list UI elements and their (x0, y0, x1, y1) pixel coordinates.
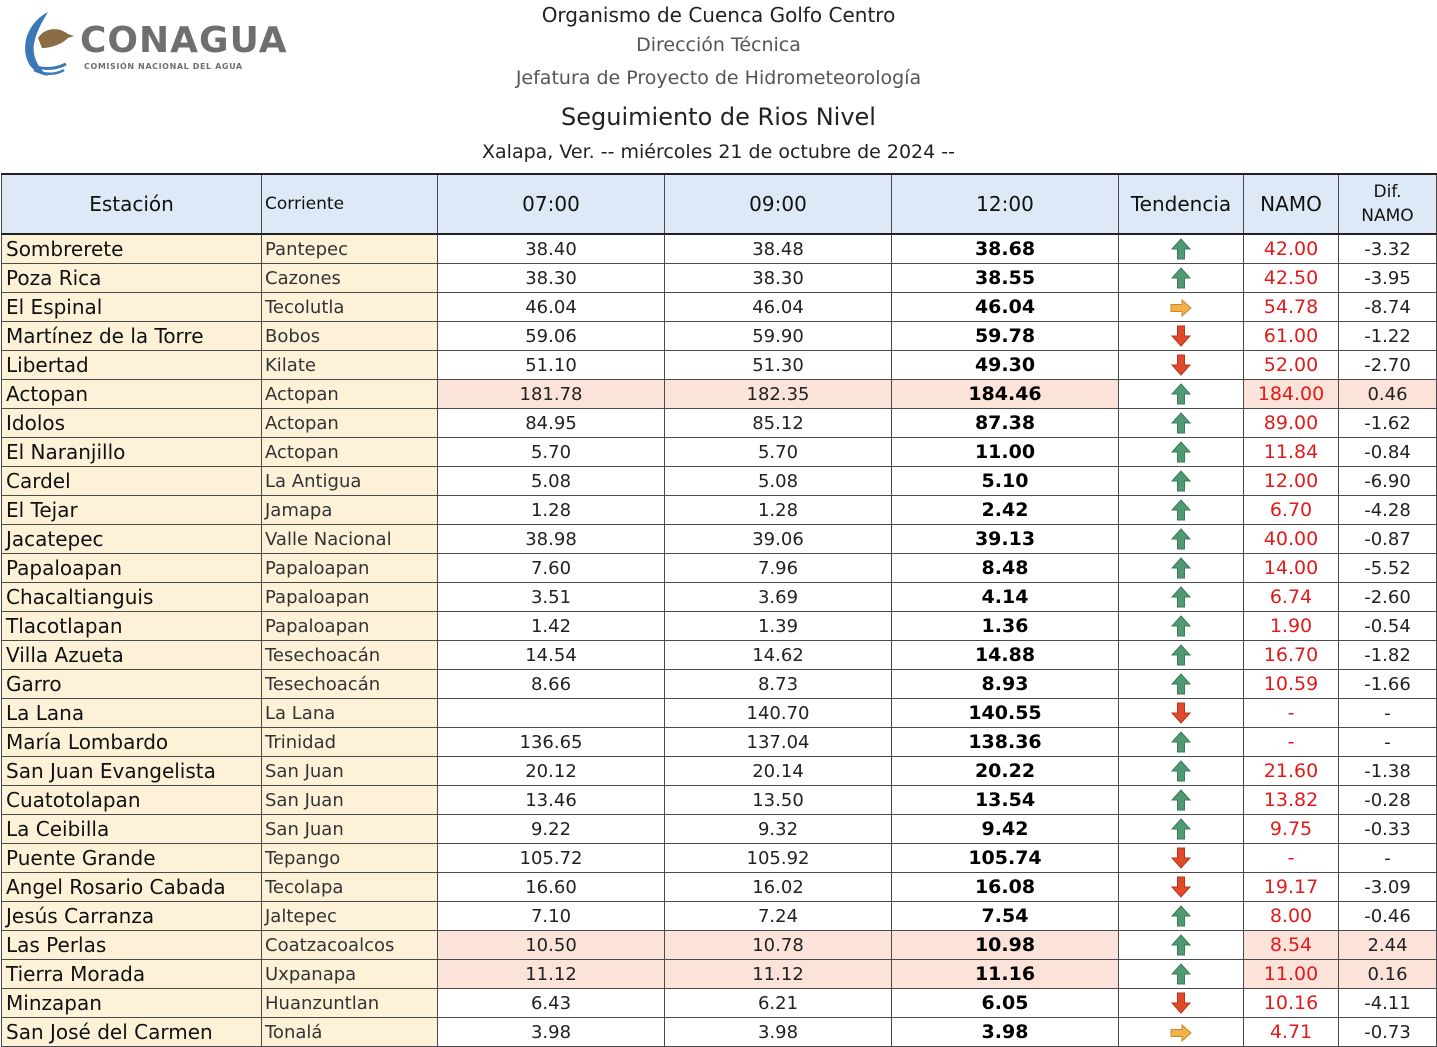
dif-namo-value: -3.95 (1339, 264, 1437, 293)
level-1200: 8.93 (892, 670, 1119, 699)
trend-up-arrow-icon (1171, 557, 1191, 579)
river-name: Huanzuntlan (262, 989, 438, 1018)
station-name: Cardel (2, 467, 262, 496)
col-dif-namo-label: NAMO (1361, 206, 1414, 226)
trend-cell (1119, 902, 1244, 931)
station-name: San José del Carmen (2, 1018, 262, 1047)
level-0700: 7.60 (438, 554, 665, 583)
table-row (2, 902, 1437, 931)
dif-namo-value: -1.62 (1339, 409, 1437, 438)
level-0900: 13.50 (665, 786, 892, 815)
level-0700: 5.70 (438, 438, 665, 467)
trend-up-arrow-icon (1171, 615, 1191, 637)
station-name: El Naranjillo (2, 438, 262, 467)
station-name: Puente Grande (2, 844, 262, 873)
table-row (2, 467, 1437, 496)
level-0900: 7.24 (665, 902, 892, 931)
namo-value: 8.54 (1244, 931, 1339, 960)
river-name: Tesechoacán (262, 670, 438, 699)
table-row (2, 786, 1437, 815)
table-row (2, 757, 1437, 786)
level-1200: 13.54 (892, 786, 1119, 815)
level-1200: 49.30 (892, 351, 1119, 380)
level-1200: 5.10 (892, 467, 1119, 496)
river-name: Tonalá (262, 1018, 438, 1047)
dif-namo-value: 0.16 (1339, 960, 1437, 989)
col-corriente: Corriente (262, 174, 438, 234)
logo-wordmark: CONAGUA (80, 20, 288, 61)
trend-up-arrow-icon (1171, 528, 1191, 550)
table-row (2, 699, 1437, 728)
trend-up-arrow-icon (1171, 644, 1191, 666)
table-row (2, 293, 1437, 322)
namo-value: 42.50 (1244, 264, 1339, 293)
level-1200: 11.00 (892, 438, 1119, 467)
dif-namo-value: -3.09 (1339, 873, 1437, 902)
trend-down-arrow-icon (1171, 992, 1191, 1014)
level-1200: 138.36 (892, 728, 1119, 757)
trend-up-arrow-icon (1171, 238, 1191, 260)
namo-value: - (1244, 699, 1339, 728)
trend-cell (1119, 757, 1244, 786)
station-name: La Lana (2, 699, 262, 728)
col-estacion: Estación (2, 174, 262, 234)
level-0900: 5.08 (665, 467, 892, 496)
dif-namo-value: - (1339, 699, 1437, 728)
table-row (2, 728, 1437, 757)
trend-up-arrow-icon (1171, 383, 1191, 405)
level-0700: 10.50 (438, 931, 665, 960)
trend-steady-arrow-icon (1170, 299, 1192, 317)
namo-value: 1.90 (1244, 612, 1339, 641)
level-0900: 20.14 (665, 757, 892, 786)
trend-cell (1119, 583, 1244, 612)
river-name: San Juan (262, 815, 438, 844)
river-name: Bobos (262, 322, 438, 351)
trend-cell (1119, 960, 1244, 989)
station-name: El Espinal (2, 293, 262, 322)
dif-namo-value: -1.82 (1339, 641, 1437, 670)
level-1200: 14.88 (892, 641, 1119, 670)
dif-namo-value: -4.28 (1339, 496, 1437, 525)
level-0700: 6.43 (438, 989, 665, 1018)
table-row (2, 351, 1437, 380)
level-0900: 5.70 (665, 438, 892, 467)
level-0900: 1.39 (665, 612, 892, 641)
table-row (2, 583, 1437, 612)
station-name: Papaloapan (2, 554, 262, 583)
river-name: Jamapa (262, 496, 438, 525)
table-row (2, 1018, 1437, 1047)
dif-namo-value: -0.73 (1339, 1018, 1437, 1047)
level-0900: 38.48 (665, 234, 892, 264)
trend-cell (1119, 815, 1244, 844)
level-1200: 87.38 (892, 409, 1119, 438)
station-name: Actopan (2, 380, 262, 409)
col-tendencia: Tendencia (1119, 174, 1244, 234)
level-1200: 3.98 (892, 1018, 1119, 1047)
trend-cell (1119, 1018, 1244, 1047)
river-name: Tesechoacán (262, 641, 438, 670)
trend-steady-arrow-icon (1170, 1024, 1192, 1042)
trend-cell (1119, 496, 1244, 525)
trend-cell (1119, 467, 1244, 496)
trend-up-arrow-icon (1171, 267, 1191, 289)
dif-namo-value: -1.66 (1339, 670, 1437, 699)
level-0700: 38.40 (438, 234, 665, 264)
level-0700: 105.72 (438, 844, 665, 873)
trend-up-arrow-icon (1171, 731, 1191, 753)
station-name: Minzapan (2, 989, 262, 1018)
namo-value: 9.75 (1244, 815, 1339, 844)
level-1200: 140.55 (892, 699, 1119, 728)
table-row (2, 496, 1437, 525)
level-1200: 1.36 (892, 612, 1119, 641)
trend-up-arrow-icon (1171, 499, 1191, 521)
station-name: Libertad (2, 351, 262, 380)
dif-namo-value: -1.38 (1339, 757, 1437, 786)
trend-down-arrow-icon (1171, 876, 1191, 898)
level-0700: 1.42 (438, 612, 665, 641)
namo-value: 42.00 (1244, 234, 1339, 264)
river-levels-table (1, 173, 1437, 1047)
level-1200: 38.55 (892, 264, 1119, 293)
level-0900: 9.32 (665, 815, 892, 844)
river-name: Papaloapan (262, 583, 438, 612)
level-0700: 38.98 (438, 525, 665, 554)
page-title: Seguimiento de Rios Nivel (561, 103, 876, 131)
level-0700: 59.06 (438, 322, 665, 351)
trend-cell (1119, 786, 1244, 815)
level-1200: 7.54 (892, 902, 1119, 931)
level-0900: 85.12 (665, 409, 892, 438)
trend-up-arrow-icon (1171, 412, 1191, 434)
dif-namo-value: -3.32 (1339, 234, 1437, 264)
trend-cell (1119, 525, 1244, 554)
table-row (2, 438, 1437, 467)
namo-value: 12.00 (1244, 467, 1339, 496)
table-row (2, 234, 1437, 264)
trend-down-arrow-icon (1171, 847, 1191, 869)
level-0700: 13.46 (438, 786, 665, 815)
level-0700: 9.22 (438, 815, 665, 844)
level-0900: 38.30 (665, 264, 892, 293)
station-name: Las Perlas (2, 931, 262, 960)
level-0700: 51.10 (438, 351, 665, 380)
namo-value: 11.00 (1244, 960, 1339, 989)
namo-value: 10.59 (1244, 670, 1339, 699)
level-0900: 14.62 (665, 641, 892, 670)
level-0700: 136.65 (438, 728, 665, 757)
table-row (2, 873, 1437, 902)
namo-value: 6.70 (1244, 496, 1339, 525)
trend-cell (1119, 438, 1244, 467)
namo-value: - (1244, 844, 1339, 873)
col-12: 12:00 (892, 174, 1119, 234)
col-namo: NAMO (1244, 174, 1339, 234)
level-0700: 3.51 (438, 583, 665, 612)
level-0700 (438, 699, 665, 728)
level-1200: 59.78 (892, 322, 1119, 351)
dif-namo-value: -2.70 (1339, 351, 1437, 380)
level-0700: 7.10 (438, 902, 665, 931)
trend-cell (1119, 612, 1244, 641)
station-name: Chacaltianguis (2, 583, 262, 612)
level-0900: 140.70 (665, 699, 892, 728)
river-name: Cazones (262, 264, 438, 293)
table-row (2, 409, 1437, 438)
namo-value: 6.74 (1244, 583, 1339, 612)
level-1200: 10.98 (892, 931, 1119, 960)
col-07: 07:00 (438, 174, 665, 234)
station-name: Villa Azueta (2, 641, 262, 670)
col-dif-namo (1339, 174, 1437, 234)
trend-cell (1119, 322, 1244, 351)
table-row (2, 525, 1437, 554)
station-name: La Ceibilla (2, 815, 262, 844)
namo-value: 10.16 (1244, 989, 1339, 1018)
river-name: Actopan (262, 438, 438, 467)
trend-up-arrow-icon (1171, 441, 1191, 463)
table-row (2, 612, 1437, 641)
trend-up-arrow-icon (1171, 818, 1191, 840)
level-1200: 184.46 (892, 380, 1119, 409)
namo-value: 21.60 (1244, 757, 1339, 786)
station-name: Jacatepec (2, 525, 262, 554)
dif-namo-value: -1.22 (1339, 322, 1437, 351)
level-0700: 5.08 (438, 467, 665, 496)
station-name: Idolos (2, 409, 262, 438)
dif-namo-value: -5.52 (1339, 554, 1437, 583)
trend-cell (1119, 873, 1244, 902)
dif-namo-value: - (1339, 728, 1437, 757)
table-row (2, 844, 1437, 873)
level-1200: 38.68 (892, 234, 1119, 264)
level-1200: 46.04 (892, 293, 1119, 322)
station-name: Tlacotlapan (2, 612, 262, 641)
level-0900: 51.30 (665, 351, 892, 380)
namo-value: - (1244, 728, 1339, 757)
river-name: La Lana (262, 699, 438, 728)
trend-cell (1119, 351, 1244, 380)
station-name: Tierra Morada (2, 960, 262, 989)
dif-namo-value: -4.11 (1339, 989, 1437, 1018)
table-row (2, 641, 1437, 670)
namo-value: 54.78 (1244, 293, 1339, 322)
table-row (2, 960, 1437, 989)
table-row (2, 264, 1437, 293)
river-name: Tepango (262, 844, 438, 873)
level-1200: 39.13 (892, 525, 1119, 554)
level-0900: 182.35 (665, 380, 892, 409)
station-name: San Juan Evangelista (2, 757, 262, 786)
dif-namo-value: -0.28 (1339, 786, 1437, 815)
level-1200: 2.42 (892, 496, 1119, 525)
namo-value: 8.00 (1244, 902, 1339, 931)
trend-up-arrow-icon (1171, 905, 1191, 927)
trend-cell (1119, 409, 1244, 438)
level-0700: 16.60 (438, 873, 665, 902)
trend-cell (1119, 844, 1244, 873)
level-1200: 8.48 (892, 554, 1119, 583)
logo-subtitle: COMISIÓN NACIONAL DEL AGUA (84, 62, 243, 71)
level-0900: 46.04 (665, 293, 892, 322)
dif-namo-value: -0.54 (1339, 612, 1437, 641)
namo-value: 16.70 (1244, 641, 1339, 670)
namo-value: 52.00 (1244, 351, 1339, 380)
level-0700: 84.95 (438, 409, 665, 438)
namo-value: 14.00 (1244, 554, 1339, 583)
table-header-row (2, 174, 1437, 234)
station-name: Angel Rosario Cabada (2, 873, 262, 902)
river-name: Valle Nacional (262, 525, 438, 554)
station-name: Jesús Carranza (2, 902, 262, 931)
trend-cell (1119, 234, 1244, 264)
level-0900: 10.78 (665, 931, 892, 960)
trend-down-arrow-icon (1171, 354, 1191, 376)
trend-cell (1119, 641, 1244, 670)
trend-cell (1119, 670, 1244, 699)
river-name: Uxpanapa (262, 960, 438, 989)
level-0900: 16.02 (665, 873, 892, 902)
station-name: María Lombardo (2, 728, 262, 757)
river-name: Tecolapa (262, 873, 438, 902)
trend-cell (1119, 728, 1244, 757)
namo-value: 89.00 (1244, 409, 1339, 438)
level-0900: 59.90 (665, 322, 892, 351)
level-0700: 181.78 (438, 380, 665, 409)
col-09: 09:00 (665, 174, 892, 234)
trend-up-arrow-icon (1171, 586, 1191, 608)
level-1200: 11.16 (892, 960, 1119, 989)
dif-namo-value: -6.90 (1339, 467, 1437, 496)
river-name: Jaltepec (262, 902, 438, 931)
station-name: Sombrerete (2, 234, 262, 264)
station-name: El Tejar (2, 496, 262, 525)
trend-cell (1119, 989, 1244, 1018)
namo-value: 13.82 (1244, 786, 1339, 815)
river-name: Trinidad (262, 728, 438, 757)
namo-value: 19.17 (1244, 873, 1339, 902)
namo-value: 40.00 (1244, 525, 1339, 554)
trend-up-arrow-icon (1171, 673, 1191, 695)
dif-namo-value: -0.46 (1339, 902, 1437, 931)
dif-namo-value: -8.74 (1339, 293, 1437, 322)
table-row (2, 554, 1437, 583)
level-0900: 1.28 (665, 496, 892, 525)
trend-down-arrow-icon (1171, 325, 1191, 347)
table-row (2, 670, 1437, 699)
table-row (2, 931, 1437, 960)
level-0700: 14.54 (438, 641, 665, 670)
level-0900: 11.12 (665, 960, 892, 989)
trend-up-arrow-icon (1171, 934, 1191, 956)
dif-namo-value: -0.33 (1339, 815, 1437, 844)
level-0700: 1.28 (438, 496, 665, 525)
level-0700: 46.04 (438, 293, 665, 322)
station-name: Poza Rica (2, 264, 262, 293)
level-0900: 6.21 (665, 989, 892, 1018)
level-0900: 3.98 (665, 1018, 892, 1047)
trend-cell (1119, 554, 1244, 583)
level-0900: 137.04 (665, 728, 892, 757)
dif-namo-value: -0.87 (1339, 525, 1437, 554)
table-row (2, 989, 1437, 1018)
trend-up-arrow-icon (1171, 789, 1191, 811)
river-name: Tecolutla (262, 293, 438, 322)
level-1200: 9.42 (892, 815, 1119, 844)
namo-value: 184.00 (1244, 380, 1339, 409)
namo-value: 11.84 (1244, 438, 1339, 467)
station-name: Garro (2, 670, 262, 699)
level-0700: 3.98 (438, 1018, 665, 1047)
river-name: La Antigua (262, 467, 438, 496)
level-0700: 20.12 (438, 757, 665, 786)
river-name: San Juan (262, 786, 438, 815)
trend-cell (1119, 293, 1244, 322)
level-1200: 20.22 (892, 757, 1119, 786)
dif-namo-value: 2.44 (1339, 931, 1437, 960)
header-department: Jefatura de Proyecto de Hidrometeorología (515, 67, 922, 89)
level-0900: 105.92 (665, 844, 892, 873)
river-name: Papaloapan (262, 612, 438, 641)
river-name: Actopan (262, 409, 438, 438)
namo-value: 61.00 (1244, 322, 1339, 351)
level-0900: 39.06 (665, 525, 892, 554)
trend-up-arrow-icon (1171, 470, 1191, 492)
level-0900: 8.73 (665, 670, 892, 699)
col-dif-label: Dif. (1373, 182, 1402, 202)
station-name: Martínez de la Torre (2, 322, 262, 351)
level-0700: 8.66 (438, 670, 665, 699)
trend-up-arrow-icon (1171, 963, 1191, 985)
header-organism: Organismo de Cuenca Golfo Centro (541, 3, 896, 27)
header-direction: Dirección Técnica (636, 34, 801, 56)
station-name: Cuatotolapan (2, 786, 262, 815)
level-0900: 3.69 (665, 583, 892, 612)
trend-cell (1119, 380, 1244, 409)
namo-value: 4.71 (1244, 1018, 1339, 1047)
level-1200: 6.05 (892, 989, 1119, 1018)
dif-namo-value: -2.60 (1339, 583, 1437, 612)
river-name: Pantepec (262, 234, 438, 264)
level-1200: 4.14 (892, 583, 1119, 612)
level-1200: 16.08 (892, 873, 1119, 902)
trend-cell (1119, 699, 1244, 728)
table-row (2, 322, 1437, 351)
level-0700: 38.30 (438, 264, 665, 293)
report-date: Xalapa, Ver. -- miércoles 21 de octubre de 2024 -- (482, 141, 955, 163)
dif-namo-value: 0.46 (1339, 380, 1437, 409)
river-name: Actopan (262, 380, 438, 409)
trend-down-arrow-icon (1171, 702, 1191, 724)
river-name: Papaloapan (262, 554, 438, 583)
table-row (2, 380, 1437, 409)
dif-namo-value: - (1339, 844, 1437, 873)
river-name: San Juan (262, 757, 438, 786)
trend-cell (1119, 931, 1244, 960)
trend-up-arrow-icon (1171, 760, 1191, 782)
trend-cell (1119, 264, 1244, 293)
river-name: Coatzacoalcos (262, 931, 438, 960)
river-name: Kilate (262, 351, 438, 380)
level-0700: 11.12 (438, 960, 665, 989)
dif-namo-value: -0.84 (1339, 438, 1437, 467)
level-0900: 7.96 (665, 554, 892, 583)
level-1200: 105.74 (892, 844, 1119, 873)
table-row (2, 815, 1437, 844)
